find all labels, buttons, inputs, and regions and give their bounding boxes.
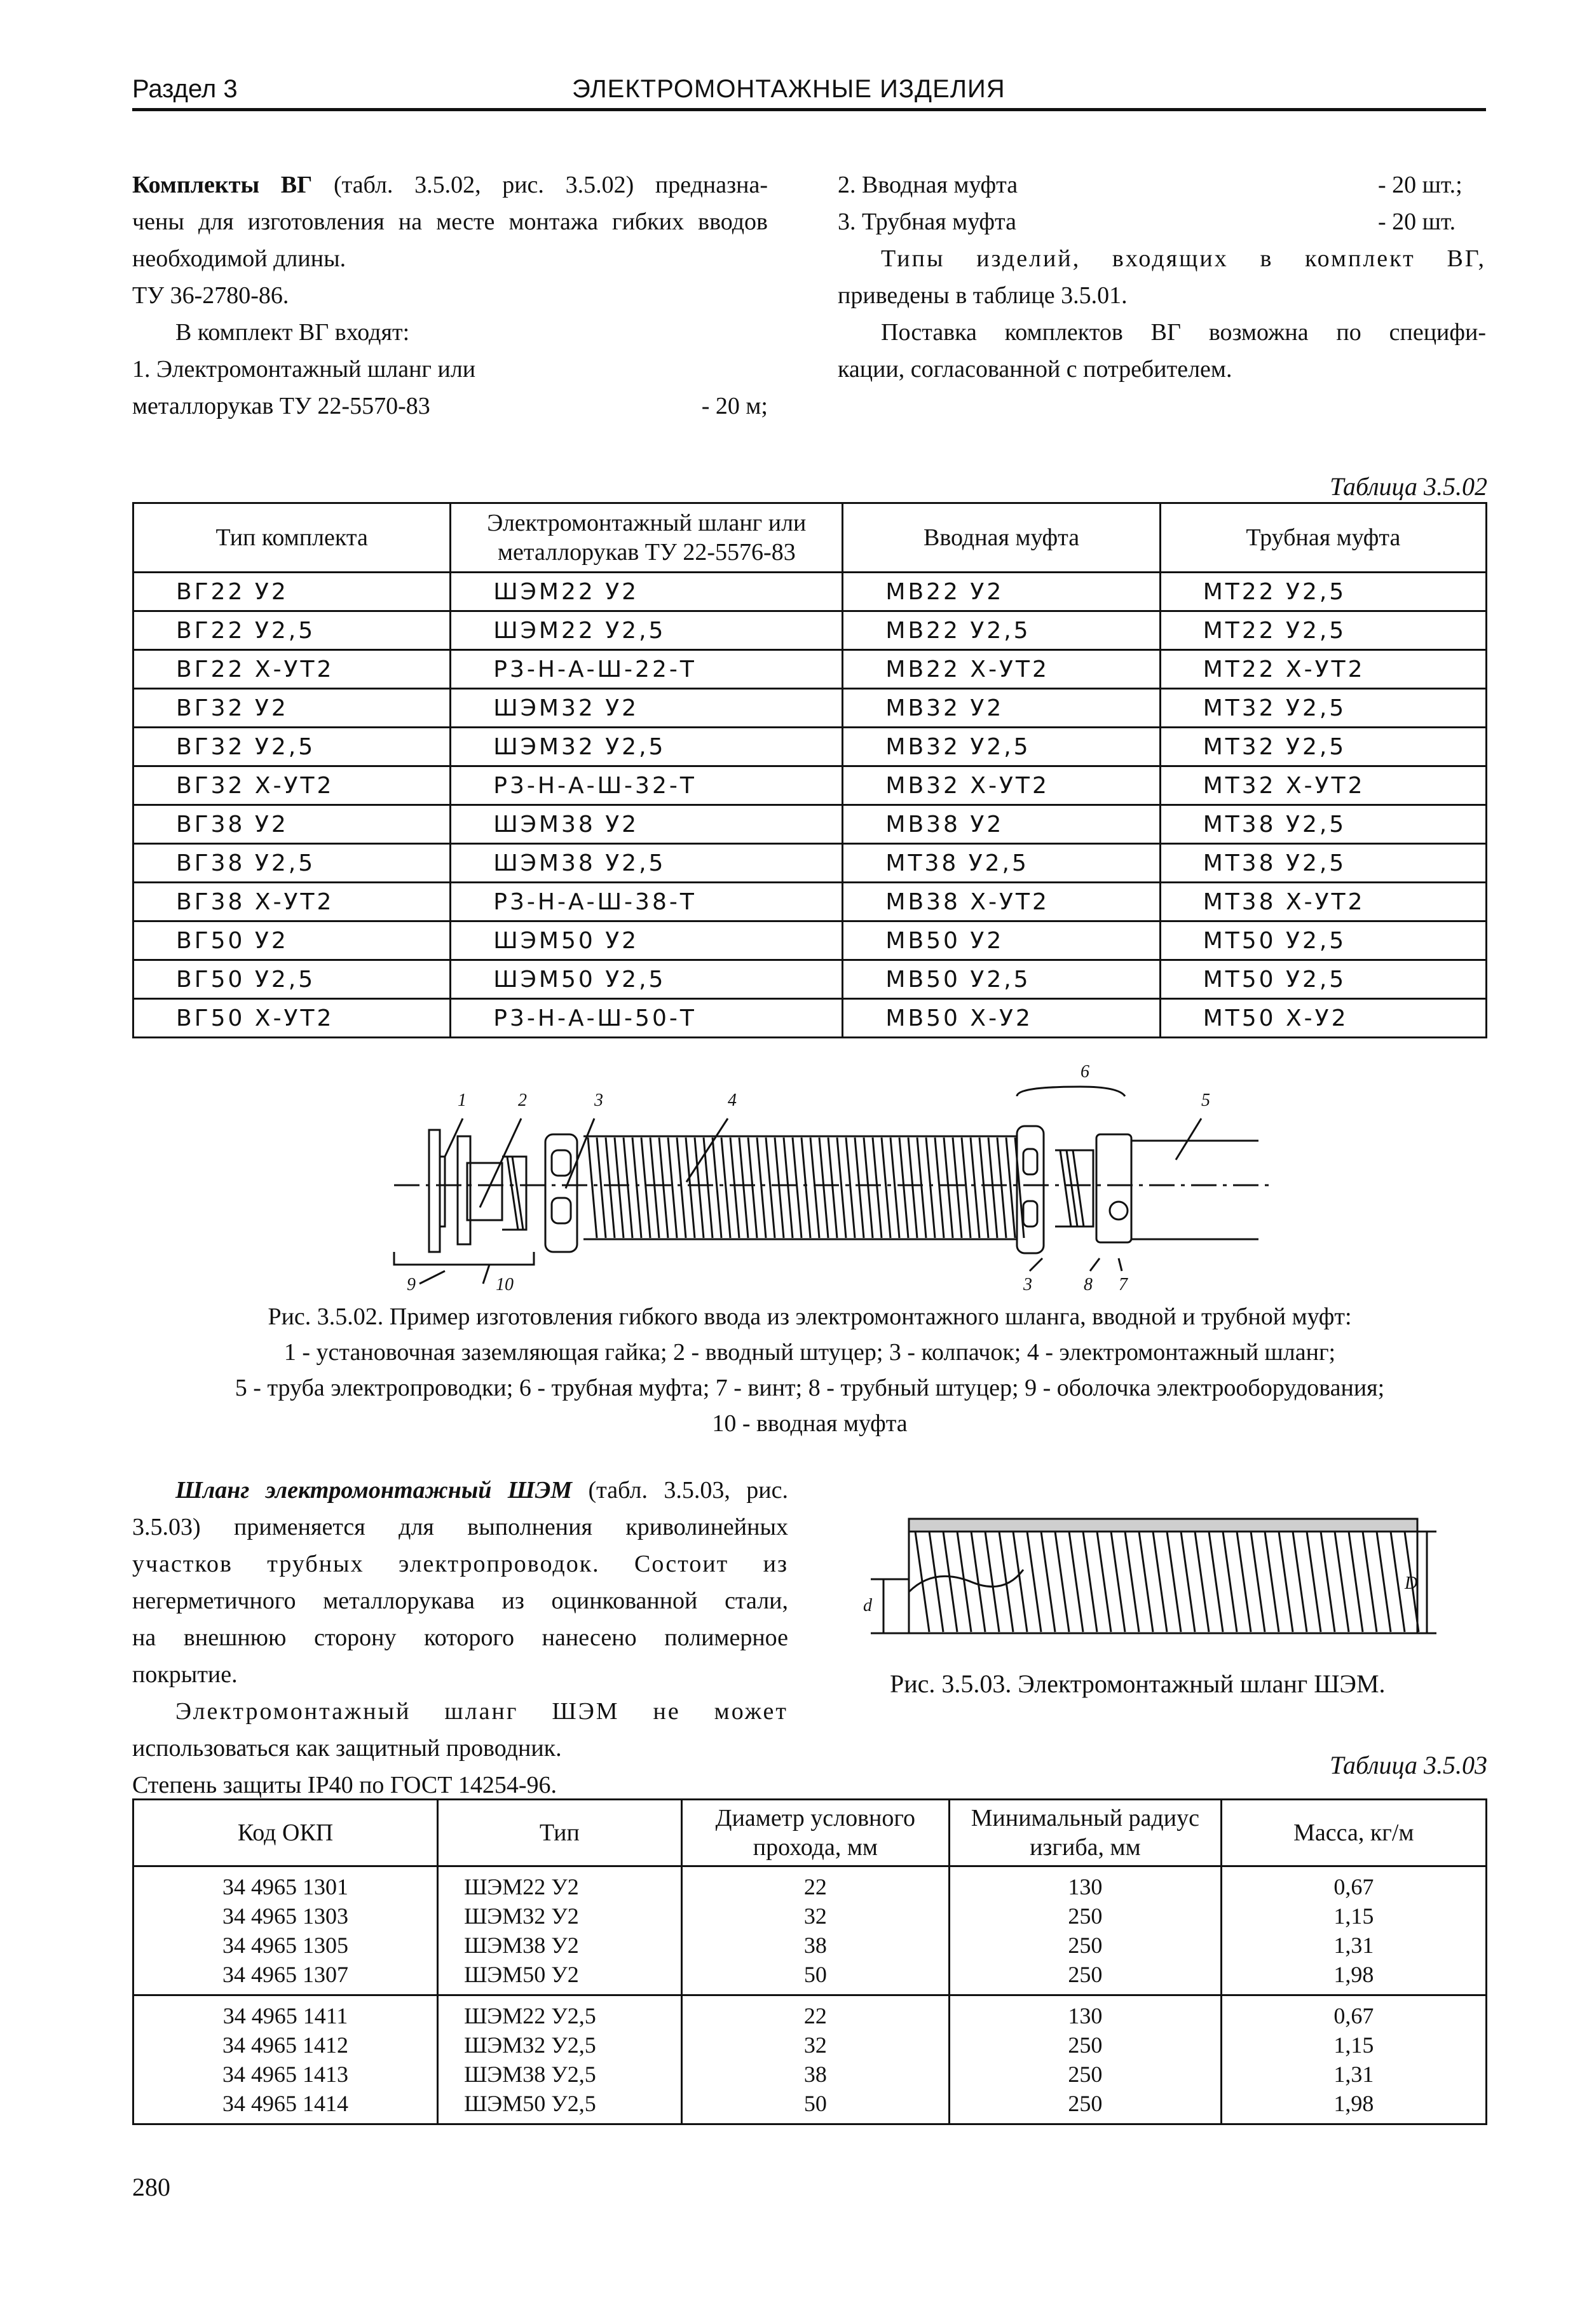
- running-title: ЭЛЕКТРОМОНТАЖНЫЕ ИЗДЕЛИЯ: [572, 75, 1006, 103]
- dimension-d-label: d: [863, 1596, 872, 1615]
- table2-header-cell: Диаметр условного прохода, мм: [681, 1800, 949, 1866]
- item-3-qty: - 20 шт.: [1378, 208, 1456, 235]
- table-row: [133, 844, 1487, 883]
- table-cell: ШЭМ32 У2,5: [451, 728, 843, 766]
- table-cell: ШЭМ38 У2,5: [451, 844, 843, 883]
- table-row: [133, 921, 1487, 960]
- cell-line: 1,98: [1333, 2091, 1374, 2116]
- cell-line: 34 4965 1307: [222, 1962, 349, 1987]
- dimension-D-label: D: [1405, 1573, 1418, 1593]
- figure1-caption: [132, 1299, 1487, 1441]
- cell-line: 1,15: [1333, 2032, 1374, 2058]
- item-2: 2. Вводная муфта - 20 шт.;: [838, 166, 1486, 203]
- table-cell: МТ38 У2,5: [843, 844, 1160, 883]
- table-cell: МВ38 Х-УТ2: [843, 883, 1160, 921]
- table-row: [133, 805, 1487, 844]
- callout-label: 7: [1119, 1275, 1128, 1295]
- table-cell: ВГ38 Х-УТ2: [133, 883, 451, 921]
- table-row: [133, 766, 1487, 805]
- callout-label: 1: [458, 1091, 467, 1110]
- intro-right: [838, 166, 1486, 388]
- table2-header-row: [133, 1800, 1487, 1866]
- page-number: 280: [132, 2173, 170, 2201]
- table-row-group: [133, 1866, 1487, 1995]
- cell-line: ШЭМ38 У2: [464, 1933, 579, 1958]
- item-2-qty: - 20 шт.;: [1378, 172, 1462, 198]
- table-cell: МТ22 Х-УТ2: [1160, 650, 1486, 689]
- callout-label: 4: [728, 1091, 737, 1110]
- types-line-2: приведены в таблице 3.5.01.: [838, 282, 1128, 309]
- table-cell: ШЭМ38 У2: [451, 805, 843, 844]
- cell-line: 1,31: [1333, 1933, 1374, 1958]
- shem-line-2: 3.5.03) применяется для выполнения криволинейных: [132, 1514, 788, 1540]
- kit-types-table: [132, 502, 1487, 1038]
- table-cell: МТ22 У2,5: [1160, 611, 1486, 650]
- table-cell: МТ32 У2,5: [1160, 689, 1486, 728]
- table-cell: ВГ22 У2: [133, 573, 451, 611]
- shem-line-8: использоваться как защитный проводник.: [132, 1735, 562, 1762]
- table-cell: МТ38 У2,5: [1160, 805, 1486, 844]
- table-cell: МТ38 Х-УТ2: [1160, 883, 1486, 921]
- shem-line-6: покрытие.: [132, 1661, 238, 1688]
- supply-line-1: Поставка комплектов ВГ возможна по специфи-: [881, 319, 1486, 346]
- cell-line: 0,67: [1333, 2003, 1374, 2028]
- cell-line: 38: [803, 1933, 827, 1958]
- table-row: [133, 728, 1487, 766]
- cell-line: 50: [803, 2091, 827, 2116]
- table-row-group: [133, 1995, 1487, 2124]
- table-cell: МТ50 Х-У2: [1160, 999, 1486, 1038]
- table-row: [133, 883, 1487, 921]
- table-cell: ШЭМ50 У2: [451, 921, 843, 960]
- term-shem: Шланг электромонтажный ШЭМ: [175, 1477, 573, 1504]
- table-cell: [1221, 1866, 1486, 1995]
- item-1-line-1: 1. Электромонтажный шланг или: [132, 356, 476, 383]
- figure1-caption-line: 1 - установочная заземляющая гайка; 2 - вводный штуцер; 3 - колпачок; 4 - электромонтажный шланг;: [283, 1339, 1336, 1366]
- table-cell: Р3-Н-А-Ш-22-Т: [451, 650, 843, 689]
- cell-line: ШЭМ50 У2: [464, 1962, 579, 1987]
- flexible-input-figure: [381, 1061, 1271, 1296]
- table-cell: МТ50 У2,5: [1160, 960, 1486, 999]
- table-cell: ВГ38 У2,5: [133, 844, 451, 883]
- table-cell: МВ22 У2,5: [843, 611, 1160, 650]
- table-cell: МВ32 У2: [843, 689, 1160, 728]
- table2-caption: Таблица 3.5.03: [1330, 1751, 1487, 1779]
- table-cell: [1221, 1995, 1486, 2124]
- table-row: [133, 689, 1487, 728]
- cell-line: 32: [803, 1903, 827, 1929]
- table-cell: [950, 1995, 1222, 2124]
- table1-header-cell: Электромонтажный шланг или металлорукав ТУ 22-5576-83: [451, 503, 843, 573]
- table-cell: МТ32 У2,5: [1160, 728, 1486, 766]
- cell-line: 130: [1068, 1874, 1103, 1899]
- table-cell: ВГ50 Х-УТ2: [133, 999, 451, 1038]
- intro-line-1: Комплекты ВГ (табл. 3.5.02, рис. 3.5.02) предназна-: [132, 172, 768, 198]
- shem-line-1: Шланг электромонтажный ШЭМ (табл. 3.5.03, рис.: [175, 1477, 788, 1504]
- callout-label: 3: [1023, 1275, 1032, 1295]
- table-cell: ВГ32 У2: [133, 689, 451, 728]
- cell-line: 34 4965 1305: [222, 1933, 349, 1958]
- table-row: [133, 611, 1487, 650]
- table-cell: ВГ50 У2: [133, 921, 451, 960]
- table-cell: [133, 1866, 438, 1995]
- cell-line: 34 4965 1411: [222, 2003, 348, 2028]
- table-cell: [681, 1866, 949, 1995]
- table-cell: ВГ22 Х-УТ2: [133, 650, 451, 689]
- table-cell: МВ50 Х-У2: [843, 999, 1160, 1038]
- cell-line: ШЭМ50 У2,5: [464, 2091, 596, 2116]
- table-cell: Р3-Н-А-Ш-50-Т: [451, 999, 843, 1038]
- section-label: Раздел 3: [132, 75, 238, 103]
- table-cell: Р3-Н-А-Ш-32-Т: [451, 766, 843, 805]
- cell-line: 22: [803, 2003, 827, 2028]
- cell-line: 50: [803, 1962, 827, 1987]
- table-cell: Р3-Н-А-Ш-38-Т: [451, 883, 843, 921]
- table-cell: МВ38 У2: [843, 805, 1160, 844]
- cell-line: 22: [803, 1874, 827, 1899]
- cell-line: ШЭМ32 У2,5: [464, 2032, 596, 2058]
- intro-line-2: чены для изготовления на месте монтажа гибких вводов: [132, 208, 768, 235]
- intro-line-3: необходимой длины.: [132, 245, 346, 272]
- table-cell: ШЭМ22 У2: [451, 573, 843, 611]
- table-cell: МТ22 У2,5: [1160, 573, 1486, 611]
- cell-line: 130: [1068, 2003, 1103, 2028]
- cell-line: ШЭМ32 У2: [464, 1903, 579, 1929]
- item-3: 3. Трубная муфта - 20 шт.: [838, 203, 1486, 240]
- item-1-qty: - 20 м;: [701, 393, 768, 419]
- table-row: [133, 650, 1487, 689]
- callout-label: 8: [1084, 1275, 1093, 1295]
- cell-line: 1,15: [1333, 1903, 1374, 1929]
- table-cell: МТ50 У2,5: [1160, 921, 1486, 960]
- cell-line: 250: [1068, 1903, 1103, 1929]
- figure1-caption-line: Рис. 3.5.02. Пример изготовления гибкого ввода из электромонтажного шланга, вводной и трубной муфт:: [268, 1303, 1352, 1330]
- table1-header-cell: Трубная муфта: [1160, 503, 1486, 573]
- cell-line: ШЭМ38 У2,5: [464, 2062, 596, 2087]
- cell-line: 250: [1068, 1933, 1103, 1958]
- cell-line: 250: [1068, 2032, 1103, 2058]
- shem-hose-figure: [858, 1506, 1443, 1640]
- table-cell: ШЭМ22 У2,5: [451, 611, 843, 650]
- cell-line: 250: [1068, 2091, 1103, 2116]
- callout-label: 6: [1081, 1062, 1089, 1082]
- cell-line: 1,98: [1333, 1962, 1374, 1987]
- table1-header-cell: Вводная муфта: [843, 503, 1160, 573]
- table-cell: [133, 1995, 438, 2124]
- table-cell: МВ22 Х-УТ2: [843, 650, 1160, 689]
- cell-line: 34 4965 1303: [222, 1903, 349, 1929]
- table-cell: МВ32 У2,5: [843, 728, 1160, 766]
- cell-line: 38: [803, 2062, 827, 2087]
- cell-line: 250: [1068, 1962, 1103, 1987]
- supply-line-2: кации, согласованной с потребителем.: [838, 356, 1232, 383]
- table-cell: МТ38 У2,5: [1160, 844, 1486, 883]
- table1-header-cell: Тип комплекта: [133, 503, 451, 573]
- table2-header-cell: Тип: [438, 1800, 682, 1866]
- table-cell: МВ50 У2,5: [843, 960, 1160, 999]
- cell-line: ШЭМ22 У2: [464, 1874, 579, 1899]
- shem-specs-table: [132, 1798, 1487, 2125]
- table1-header-row: [133, 503, 1487, 573]
- table-cell: [438, 1995, 682, 2124]
- table-cell: [681, 1995, 949, 2124]
- cell-line: 34 4965 1413: [222, 2062, 349, 2087]
- figure2-caption: Рис. 3.5.03. Электромонтажный шланг ШЭМ.: [890, 1669, 1386, 1698]
- table-cell: ВГ38 У2: [133, 805, 451, 844]
- cell-line: 34 4965 1412: [222, 2032, 349, 2058]
- cell-line: 34 4965 1301: [222, 1874, 349, 1899]
- shem-line-7: Электромонтажный шланг ШЭМ не может: [175, 1698, 788, 1725]
- tu-reference: ТУ 36-2780-86.: [132, 282, 289, 309]
- table-cell: ШЭМ32 У2: [451, 689, 843, 728]
- shem-description: [132, 1472, 788, 1804]
- includes-heading: В комплект ВГ входят:: [175, 319, 410, 346]
- shem-line-5: на внешнюю сторону которого нанесено полимерное: [132, 1624, 788, 1651]
- intro-left: [132, 166, 768, 425]
- header-rule: [132, 108, 1486, 111]
- shem-line-4: негерметичного металлорукава из оцинкованной стали,: [132, 1587, 788, 1614]
- table-cell: МТ32 Х-УТ2: [1160, 766, 1486, 805]
- callout-label: 2: [518, 1091, 527, 1110]
- table-cell: [438, 1866, 682, 1995]
- cell-line: ШЭМ22 У2,5: [464, 2003, 596, 2028]
- callout-label: 5: [1201, 1091, 1210, 1110]
- callout-label: 3: [594, 1091, 603, 1110]
- table1-caption: Таблица 3.5.02: [1330, 472, 1487, 501]
- callout-label: 9: [407, 1275, 416, 1295]
- table-cell: ВГ22 У2,5: [133, 611, 451, 650]
- cell-line: 250: [1068, 2062, 1103, 2087]
- figure1-caption-line: 10 - вводная муфта: [712, 1410, 908, 1437]
- cell-line: 34 4965 1414: [222, 2091, 349, 2116]
- table-cell: МВ22 У2: [843, 573, 1160, 611]
- table-cell: ВГ32 У2,5: [133, 728, 451, 766]
- cell-line: 32: [803, 2032, 827, 2058]
- table-cell: ШЭМ50 У2,5: [451, 960, 843, 999]
- cell-line: 0,67: [1333, 1874, 1374, 1899]
- table-cell: МВ50 У2: [843, 921, 1160, 960]
- shem-line-3: участков трубных электропроводок. Состоит из: [132, 1551, 788, 1577]
- table-cell: ВГ32 Х-УТ2: [133, 766, 451, 805]
- table-row: [133, 960, 1487, 999]
- table-cell: МВ32 Х-УТ2: [843, 766, 1160, 805]
- types-line-1: Типы изделий, входящих в комплект ВГ,: [881, 245, 1486, 272]
- table-cell: [950, 1866, 1222, 1995]
- table2-header-cell: Масса, кг/м: [1221, 1800, 1486, 1866]
- callout-label: 10: [496, 1275, 514, 1295]
- cell-line: 1,31: [1333, 2062, 1374, 2087]
- table-cell: ВГ50 У2,5: [133, 960, 451, 999]
- table2-header-cell: Минимальный радиус изгиба, мм: [950, 1800, 1222, 1866]
- shem-line-9: Степень защиты IP40 по ГОСТ 14254-96.: [132, 1772, 557, 1798]
- table2-header-cell: Код ОКП: [133, 1800, 438, 1866]
- item-1-line-2: металлорукав ТУ 22-5570-83 - 20 м;: [132, 388, 768, 425]
- term-vg-kits: Комплекты ВГ: [132, 172, 313, 198]
- table-row: [133, 573, 1487, 611]
- figure1-caption-line: 5 - труба электропроводки; 6 - трубная муфта; 7 - винт; 8 - трубный штуцер; 9 - оболочка электрооборудования;: [235, 1375, 1385, 1401]
- table-row: [133, 999, 1487, 1038]
